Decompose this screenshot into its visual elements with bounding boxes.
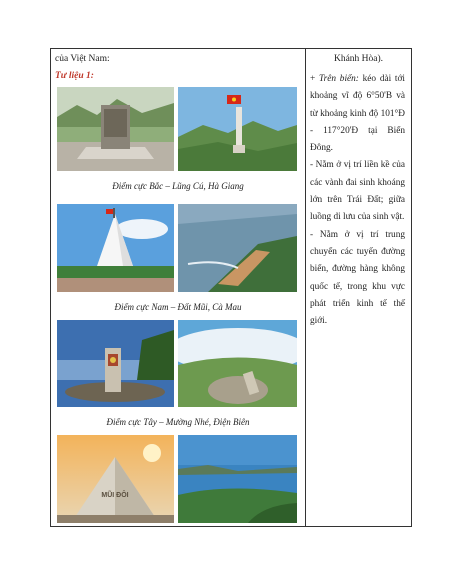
intro-text: của Việt Nam: (55, 54, 110, 64)
caption-south: Điểm cực Nam – Đất Mũi, Cà Mau (114, 302, 242, 312)
photo-mui-doi-monument (57, 435, 174, 523)
right-top-text: Khánh Hòa). (333, 54, 384, 64)
sea-label: Trên biển: (319, 74, 359, 84)
photo-dat-mui-monument (57, 204, 174, 292)
photo-lung-cu-flagpole (178, 87, 297, 171)
right-column (306, 49, 411, 526)
caption-west: Điểm cực Tây – Mường Nhé, Điện Biên (106, 417, 250, 427)
photo-lung-cu-marker (57, 87, 174, 171)
mui-doi-sign-text: MŨI ĐÔI (101, 492, 129, 499)
caption-north: Điểm cực Bắc – Lũng Cú, Hà Giang (112, 181, 244, 191)
right-paragraphs (310, 71, 405, 330)
photo-mui-doi-coast (178, 435, 297, 523)
sea-text: kéo dài tới khoảng vĩ độ 6°50'B và từ khoảng kinh độ 101°Đ - 117°20'Đ tại Biển Đông. (310, 74, 405, 154)
left-column (51, 49, 305, 526)
paragraph-minerals: - Nằm ở vị trí liền kề của các vành đai sinh khoáng lớn trên Trái Đất; giữa luồng di lưu của sinh vật. (310, 160, 405, 223)
source-label: Tư liệu 1: (55, 71, 94, 81)
photo-dat-mui-aerial (178, 204, 297, 292)
sea-prefix: + (310, 74, 319, 84)
photo-muong-nhe-aerial (178, 320, 297, 407)
paragraph-sea (310, 71, 405, 157)
photo-muong-nhe-marker (57, 320, 174, 407)
paragraph-transit: - Nằm ở vị trí trung chuyển các tuyến đường biển, đường hàng không quốc tế, trong khu vực phát triển kinh tế thế giới. (310, 229, 405, 327)
content-table (50, 48, 412, 527)
